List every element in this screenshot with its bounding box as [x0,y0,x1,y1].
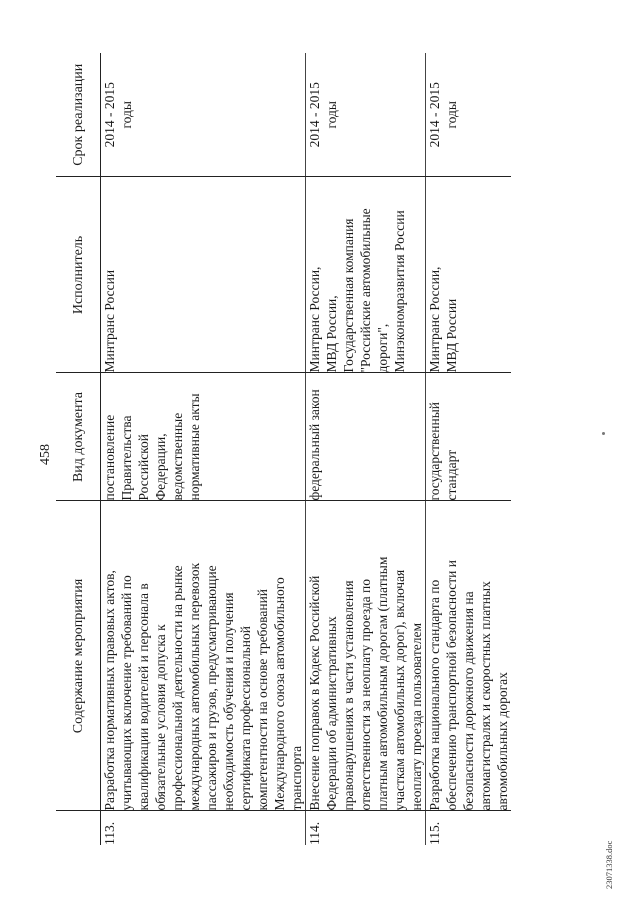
row-document-kind-line: стандарт [444,449,459,501]
row-executor [101,177,306,373]
row-term-line: годы [324,101,339,129]
row-content-line: учитывающих включение требований по [119,575,134,811]
measures-table [56,53,511,845]
row-content-line: Федерации об административных [324,616,339,811]
row-content-line: Международного союза автомобильного [272,577,287,811]
row-document-kind-line: Российской [136,433,151,501]
table-row [101,53,306,845]
row-document-kind-line: федеральный закон [307,389,322,501]
table-row [426,53,512,845]
row-document-kind-line: постановление [102,414,117,501]
row-executor-line: МВД России, [324,295,339,373]
row-content-line: неоплату проезда пользователем [409,623,424,811]
row-content [426,501,512,811]
row-content-line: автомобильных дорогах [495,672,510,811]
row-content-line: международных автомобильных перевозок [187,562,202,811]
row-term-line: годы [444,101,459,129]
row-content-line: необходимость обучения и получения [221,592,236,811]
row-content-line: Внесение поправок в Кодекс Российской [307,575,322,811]
row-executor-line: Минэкономразвития России [392,210,407,373]
row-number: 115. [426,811,512,845]
page-number: 458 [38,444,53,465]
row-document-kind [101,373,306,501]
row-content-line: безопасности дорожного движения на [461,591,476,811]
row-document-kind-line: Федерации, [153,433,168,501]
row-executor [426,177,512,373]
row-content-line: автомагистралях и скоростных платных [478,581,493,811]
row-content-line: Разработка национального стандарта по [427,579,442,811]
row-term-line: 2014 - 2015 [307,82,322,148]
row-content-line: участкам автомобильных дорог), включая [392,569,407,811]
header-content: Содержание мероприятия [56,501,101,811]
header-number [56,811,101,845]
table-row [306,53,426,845]
row-content-line: Разработка нормативных правовых актов, [102,570,117,811]
row-executor-line: "Российские автомобильные [358,208,373,373]
row-content [101,501,306,811]
scan-speck [602,432,605,435]
row-content-line: квалификации водителей и персонала в [136,583,151,811]
row-content-line: правонарушениях в части установления [341,580,356,811]
row-executor-line: Минтранс России [102,269,117,373]
row-document-kind-line: ведомственные [170,412,185,501]
row-content-line: сертификата профессиональной [238,626,253,811]
row-content-line: платным автомобильным дорогам (платным [375,556,390,811]
header-term: Срок реализации [56,53,101,177]
row-content-line: пассажиров и грузов, предусматривающие [204,565,219,811]
row-term [101,53,306,177]
row-content-line: компетентности на основе требований [255,588,270,811]
row-term-line: 2014 - 2015 [102,82,117,148]
footer-filename: 23071338.doc [604,840,614,889]
row-term-line: годы [119,101,134,129]
row-executor-line: МВД России [444,298,459,373]
header-document-kind: Вид документа [56,373,101,501]
row-content-line: ответственности за неоплату проезда по [358,579,373,811]
table-header-row [56,53,101,845]
row-content-line: обязательные условия допуска к [153,624,168,811]
header-executor: Исполнитель [56,177,101,373]
row-document-kind-line: Правительства [119,415,134,501]
row-document-kind-line: нормативные акты [187,393,202,501]
row-number: 114. [306,811,426,845]
row-content-line: транспорта [289,745,304,811]
row-content-line: профессиональной деятельности на рынке [170,565,185,811]
row-content [306,501,426,811]
row-executor [306,177,426,373]
row-executor-line: Минтранс России, [307,266,322,373]
row-term [306,53,426,177]
row-content-line: обеспечению транспортной безопасности и [444,560,459,811]
row-term-line: 2014 - 2015 [427,82,442,148]
row-document-kind [306,373,426,501]
table-body [101,53,512,845]
row-term [426,53,512,177]
row-number: 113. [102,821,117,845]
row-document-kind-line: государственный [427,401,442,501]
row-executor-line: дороги", [375,323,390,373]
row-document-kind [426,373,512,501]
row-executor-line: Государственная компания [341,218,356,373]
row-executor-line: Минтранс России, [427,266,442,373]
